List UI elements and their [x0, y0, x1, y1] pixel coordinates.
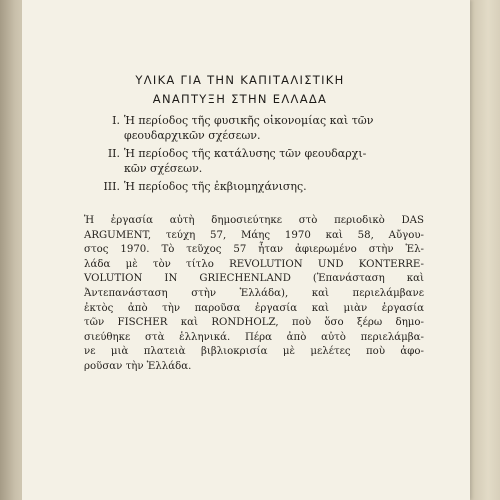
contents-item-text: κῶν σχέσεων.	[124, 161, 203, 175]
contents-item-1	[96, 114, 426, 143]
contents-item-text: Ἡ περίοδος τῆς ἐκβιομηχάνισης.	[124, 180, 307, 193]
note-line: ροῦσαν τὴν Ἑλλάδα.	[84, 360, 192, 372]
contents-item-number: II.	[107, 147, 120, 160]
contents-item-text: φεουδαρχικῶν σχέσεων.	[124, 128, 261, 142]
contents-item-number: III.	[103, 180, 120, 193]
contents-item-3	[96, 180, 426, 195]
book-right-edge	[470, 0, 500, 500]
note-line: VOLUTION IN GRIECHENLAND (Ἐπανάσταση καὶ	[84, 273, 424, 285]
note-line: Ἡ ἐργασία αὐτὴ δημοσιεύτηκε στὸ περιοδικὸ DAS	[84, 215, 424, 226]
contents-item-text: Ἡ περίοδος τῆς φυσικῆς οἰκονομίας καὶ τῶν	[124, 114, 374, 127]
publication-note	[84, 214, 424, 375]
note-line: στος 1970. Τὸ τεῦχος 57 ἦταν ἀφιερωμένο στὴν Ἑλ-	[84, 244, 424, 256]
note-line: ἐκτὸς ἀπὸ τὴν παροῦσα ἐργασία καὶ μιὰν ἐργασία	[84, 302, 424, 314]
note-line: νε μιὰ πλατειὰ βιβλιοκρισία μὲ μελέτες ποὺ ἀφο-	[84, 346, 424, 358]
note-line: σιεύθηκε στὰ ἑλληνικά. Πέρα ἀπὸ αὐτὸ περιελάμβα-	[84, 331, 424, 343]
note-line: λάδα μὲ τὸν τίτλο REVOLUTION UND KONTERRE-	[84, 258, 424, 270]
note-line: ARGUMENT, τεύχη 57, Μάης 1970 καὶ 58, Αὔγου-	[84, 229, 424, 241]
note-line: τῶν FISCHER καὶ RONDHOLZ, ποὺ ὅσο ξέρω δημο-	[84, 317, 424, 329]
note-line: Ἀντεπανάσταση στὴν Ἑλλάδα), καὶ περιελάμβανε	[84, 287, 424, 299]
contents-list	[96, 114, 426, 199]
contents-item-number: I.	[112, 114, 120, 127]
contents-item-2	[96, 147, 426, 176]
contents-item-text: Ἡ περίοδος τῆς κατάλυσης τῶν φεουδαρχι-	[124, 147, 367, 160]
page-title-line-1: ΥΛΙΚΑ ΓΙΑ ΤΗΝ ΚΑΠΙΤΑΛΙΣΤΙΚΗ	[135, 73, 345, 87]
page-title-line-2: ΑΝΑΠΤΥΞΗ ΣΤΗΝ ΕΛΛΑΔΑ	[152, 92, 328, 106]
